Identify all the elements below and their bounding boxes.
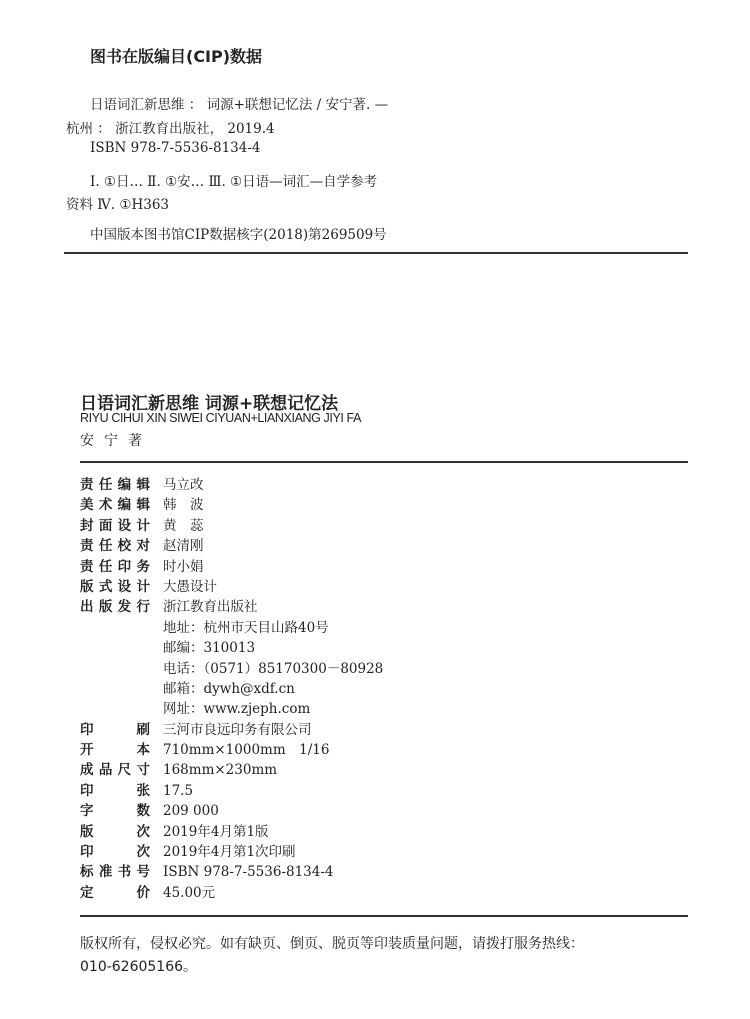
detail-row <box>80 883 383 903</box>
detail-label: 印次 <box>80 844 150 861</box>
detail-label <box>80 699 150 719</box>
detail-label: 出版发行 <box>80 599 150 616</box>
detail-row <box>80 638 383 658</box>
detail-label: 责任校对 <box>80 538 150 555</box>
detail-row <box>80 842 383 862</box>
detail-value: 电话：（0571）85170300－80928 <box>163 660 384 677</box>
detail-label <box>80 618 150 638</box>
detail-label: 成品尺寸 <box>80 762 150 779</box>
divider <box>80 915 688 917</box>
detail-row <box>80 495 383 515</box>
cip-classification: 资料 Ⅳ. ①H363 <box>66 197 170 213</box>
detail-label: 美术编辑 <box>80 497 150 514</box>
detail-row <box>80 801 383 821</box>
detail-row <box>80 679 383 699</box>
book-author: 安宁著 <box>80 433 152 449</box>
cip-line: 日语词汇新思维 ： 词源+联想记忆法 / 安宁著. — <box>90 97 389 113</box>
detail-value: 浙江教育出版社 <box>163 599 258 616</box>
detail-value: 马立改 <box>163 477 204 493</box>
detail-value: ISBN 978-7-5536-8134-4 <box>163 864 334 881</box>
detail-value: 2019年4月第1版 <box>163 823 269 840</box>
detail-label: 定价 <box>80 884 150 901</box>
detail-value: 209 000 <box>163 803 219 820</box>
detail-row <box>80 822 383 842</box>
book-pinyin-title: RIYU CIHUI XIN SIWEI CIYUAN+LIANXIANG JIYI FA <box>80 411 362 425</box>
cip-verification-number: 中国版本图书馆CIP数据核字(2018)第269509号 <box>90 227 387 243</box>
detail-row <box>80 516 383 536</box>
divider <box>64 252 688 254</box>
publication-details <box>80 475 383 903</box>
detail-row <box>80 618 383 638</box>
detail-value: 赵清刚 <box>163 538 204 555</box>
divider <box>80 461 688 463</box>
detail-label: 标准书号 <box>80 864 150 881</box>
detail-value: 黄 蕊 <box>163 517 204 534</box>
detail-label: 印刷 <box>80 721 150 738</box>
detail-label: 封面设计 <box>80 517 150 534</box>
detail-value: 17.5 <box>163 782 194 799</box>
cip-line: 杭州 ： 浙江教育出版社， 2019.4 <box>66 121 275 137</box>
detail-label: 字数 <box>80 803 150 820</box>
detail-value: 45.00元 <box>163 884 216 901</box>
detail-label <box>80 659 150 679</box>
detail-row <box>80 659 383 679</box>
detail-row <box>80 862 383 882</box>
detail-value: 地址：杭州市天目山路40号 <box>163 619 329 636</box>
detail-value: 三河市良远印务有限公司 <box>163 721 312 738</box>
detail-value: 710mm×1000mm 1/16 <box>163 742 330 759</box>
cip-isbn: ISBN 978-7-5536-8134-4 <box>90 140 261 156</box>
detail-row <box>80 597 383 617</box>
detail-row <box>80 536 383 556</box>
detail-value: 邮箱：dywh@xdf.cn <box>163 680 295 697</box>
detail-label <box>80 638 150 658</box>
detail-value: 大愚设计 <box>163 578 217 595</box>
detail-label: 开本 <box>80 742 150 759</box>
detail-value: 韩 波 <box>163 497 204 514</box>
detail-row <box>80 577 383 597</box>
detail-row <box>80 740 383 760</box>
detail-label: 责任印务 <box>80 558 150 575</box>
detail-row <box>80 781 383 801</box>
detail-row <box>80 475 383 495</box>
cip-classification: Ⅰ. ①日… Ⅱ. ①安… Ⅲ. ①日语—词汇—自学参考 <box>90 174 378 190</box>
detail-value: 168mm×230mm <box>163 762 278 779</box>
detail-row <box>80 720 383 740</box>
detail-value: 邮编：310013 <box>163 640 256 657</box>
book-title: 日语词汇新思维 词源+联想记忆法 <box>80 394 339 414</box>
detail-label <box>80 679 150 699</box>
service-hotline: 010-62605166。 <box>80 959 198 975</box>
copyright-notice: 版权所有，侵权必究。如有缺页、倒页、脱页等印装质量问题，请拨打服务热线： <box>80 936 584 952</box>
detail-row <box>80 699 383 719</box>
detail-row <box>80 557 383 577</box>
detail-value: 2019年4月第1次印刷 <box>163 844 296 861</box>
detail-label: 版式设计 <box>80 578 150 595</box>
detail-value: 网址：www.zjeph.com <box>163 701 311 718</box>
detail-label: 版次 <box>80 823 150 840</box>
detail-label: 责任编辑 <box>80 477 150 493</box>
detail-value: 时小娟 <box>163 558 204 575</box>
detail-row <box>80 760 383 780</box>
cip-heading: 图书在版编目(CIP)数据 <box>90 47 263 66</box>
detail-label: 印张 <box>80 782 150 799</box>
